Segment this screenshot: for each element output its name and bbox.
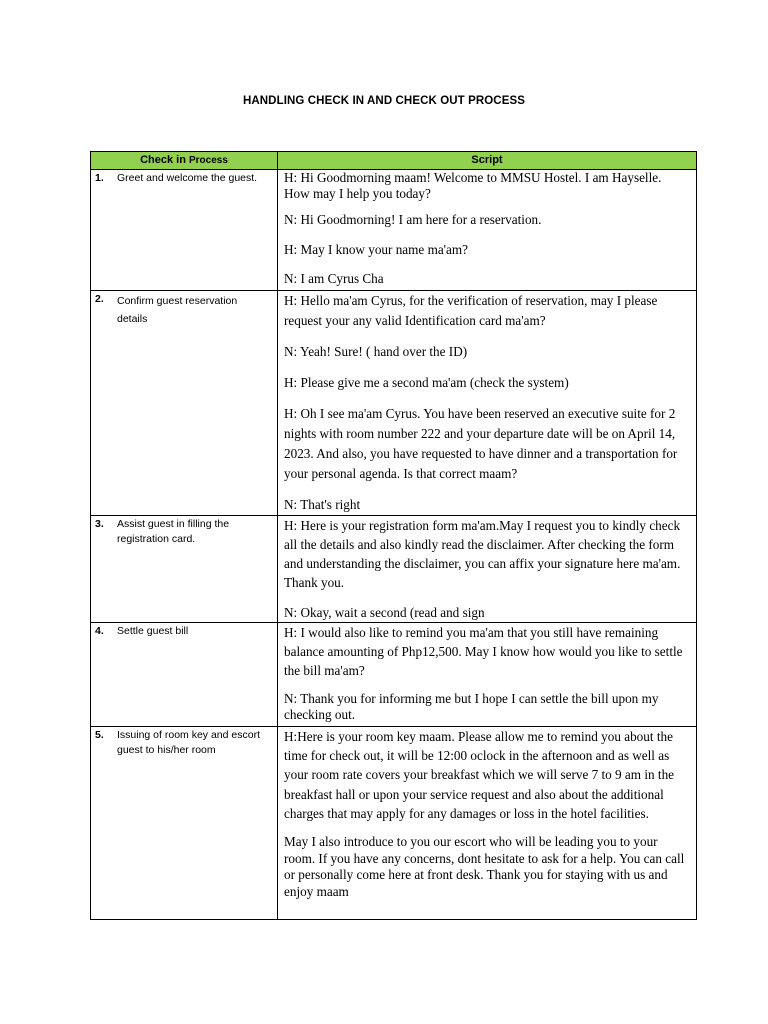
page-title: HANDLING CHECK IN AND CHECK OUT PROCESS bbox=[242, 95, 526, 107]
step-label: Confirm guest reservation details bbox=[117, 295, 238, 325]
script-cell bbox=[278, 727, 697, 920]
script-cell bbox=[278, 291, 697, 516]
script-line: N: Hi Goodmorning! I am here for a reservation. bbox=[284, 212, 542, 227]
script-line: H: Here is your registration form ma'am.May I request you to kindly check all the details and also kindly read the disclaimer. After checking the form and understanding the disclaimer, you can affix your signature here ma'am. Thank you. bbox=[284, 518, 681, 590]
step-number: 4. bbox=[95, 625, 104, 637]
step-number: 3. bbox=[95, 518, 104, 530]
script-line: H: Please give me a second ma'am (check the system) bbox=[284, 375, 569, 390]
table-row bbox=[91, 623, 697, 727]
script-line: N: I am Cyrus Cha bbox=[284, 271, 384, 286]
script-line: H: I would also like to remind you ma'am that you still have remaining balance amounting of Php12,500. May I know how would you like to settle the bill ma'am? bbox=[284, 625, 683, 678]
step-cell bbox=[91, 516, 278, 623]
script-line: N: Yeah! Sure! ( hand over the ID) bbox=[284, 344, 468, 359]
step-label: Settle guest bill bbox=[117, 625, 189, 637]
script-line: N: Thank you for informing me but I hope I can settle the bill upon my checking out. bbox=[284, 691, 659, 722]
step-label: Issuing of room key and escort guest to his/her room bbox=[117, 729, 260, 756]
step-cell bbox=[91, 170, 278, 291]
step-number: 1. bbox=[95, 172, 104, 184]
script-cell bbox=[278, 170, 697, 291]
script-line: H: Hello ma'am Cyrus, for the verification of reservation, may I please request your any valid Identification card ma'am? bbox=[284, 293, 658, 328]
step-number: 2. bbox=[95, 293, 104, 305]
header-script: Script bbox=[278, 152, 697, 170]
step-label: Assist guest in filling the registration card. bbox=[117, 518, 230, 545]
process-table bbox=[90, 151, 697, 920]
step-cell bbox=[91, 623, 278, 727]
script-line: H: Hi Goodmorning maam! Welcome to MMSU Hostel. I am Hayselle. How may I help you today? bbox=[284, 170, 662, 201]
step-cell bbox=[91, 291, 278, 516]
script-line: H: Oh I see ma'am Cyrus. You have been reserved an executive suite for 2 nights with room number 222 and your departure date will be on April 14, 2023. And also, you have requested to have dinner and a transportation for your personal agenda. Is that correct maam? bbox=[284, 406, 678, 481]
script-line: H: May I know your name ma'am? bbox=[284, 241, 469, 257]
script-line: May I also introduce to you our escort who will be leading you to your room. If you have any concerns, dont hesitate to ask for a help. You can call or personally come here at front desk. Thank you for staying with us and enjoy maam bbox=[284, 834, 685, 899]
table-header-row bbox=[91, 152, 697, 170]
step-number: 5. bbox=[95, 729, 104, 741]
table-row bbox=[91, 727, 697, 920]
script-cell bbox=[278, 516, 697, 623]
script-line: H:Here is your room key maam. Please allow me to remind you about the time for check out, it will be 12:00 oclock in the afternoon and as well as your room rate covers your breakfast which we will serve 7 to 9 am in the breakfast hall or upon your service request and also about the additional charges that may apply for any damages or loss in the hotel facilities. bbox=[284, 729, 675, 821]
script-line: N: Okay, wait a second (read and sign bbox=[284, 605, 485, 620]
script-cell bbox=[278, 623, 697, 727]
table-row bbox=[91, 291, 697, 516]
table-row bbox=[91, 170, 697, 291]
step-label: Greet and welcome the guest. bbox=[117, 172, 258, 184]
step-cell bbox=[91, 727, 278, 920]
header-check-in-process: Check in Process bbox=[91, 152, 278, 170]
table-row bbox=[91, 516, 697, 623]
script-line: N: That's right bbox=[284, 497, 361, 512]
